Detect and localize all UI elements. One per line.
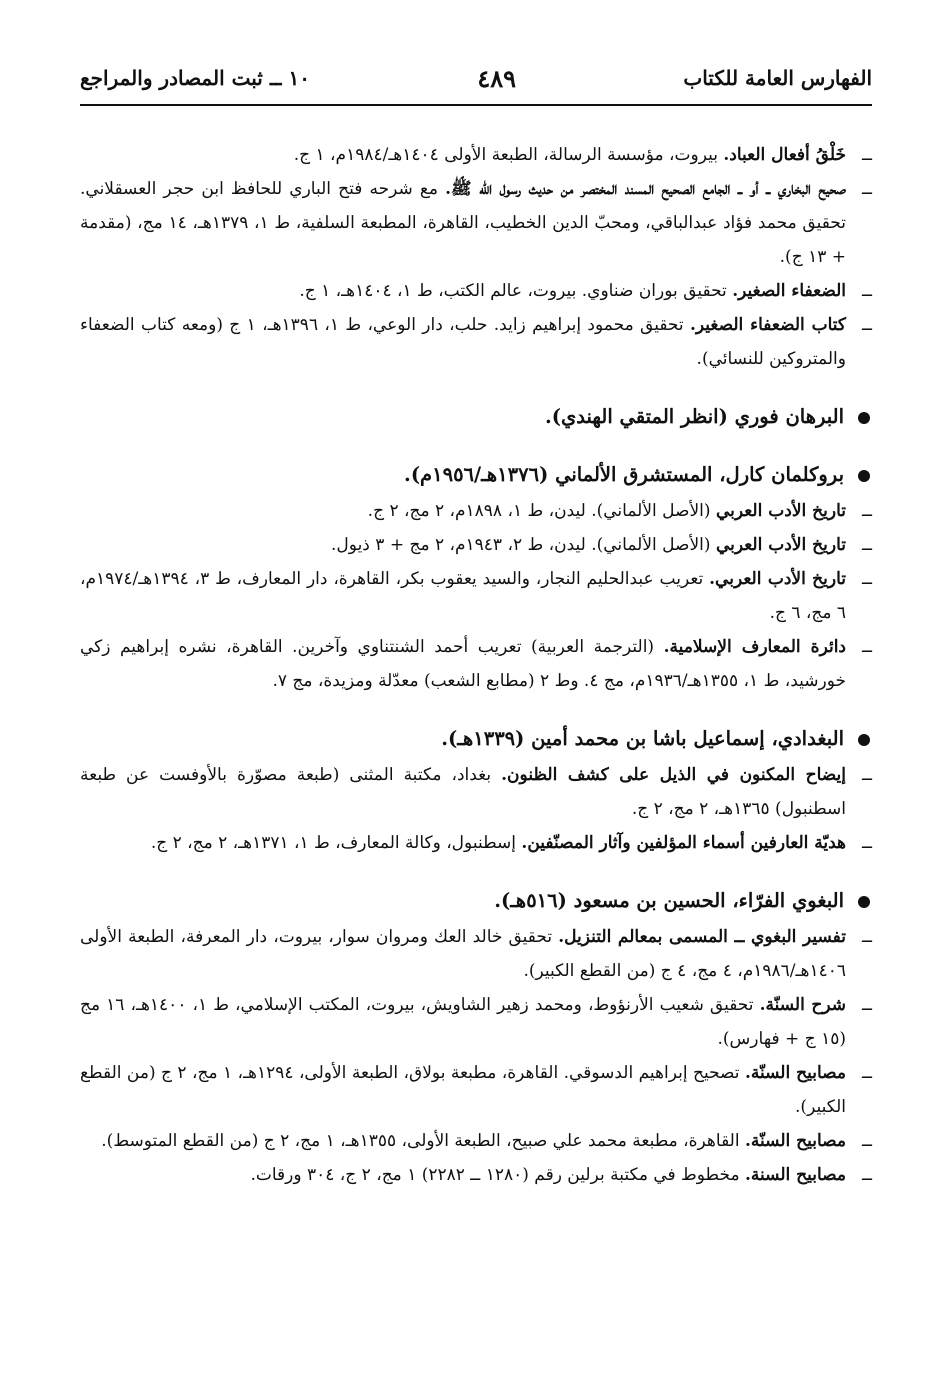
bib-entry: ــ مصابيح السنة. مخطوط في مكتبة برلين رقم (١٢٨٠ ــ ٢٢٨٢) ١ مج، ٢ ج، ٣٠٤ ورقات. [250,1165,872,1185]
author-heading: البغوي الفرّاء، الحسين بن مسعود (٥١٦هـ). [80,884,872,918]
bullet-icon [858,896,870,908]
bib-entry: ــ إيضاح المكنون في الذيل على كشف الظنون. بغداد، مكتبة المثنى (طبعة مصوّرة بالأوفست عن طبعة اسطنبول) ١٣٦٥هـ، ٢ مج، ٢ ج. [80,765,872,819]
author-heading: بروكلمان كارل، المستشرق الألماني (١٣٧٦هـ/١٩٥٦م). [80,458,872,492]
page-number: ٤٨٩ [477,63,517,93]
bib-entry: ــ دائرة المعارف الإسلامية. (الترجمة العربية) تعريب أحمد الشنتناوي وآخرين. القاهرة، نشره إبراهيم زكي خورشيد، ط ١، ١٣٥٥هـ/١٩٣٦م، مج ٤. وط ٢ (مطابع الشعب) معدّلة ومزيدة، مج ٧. [80,637,872,691]
author-heading: البغدادي، إسماعيل باشا بن محمد أمين (١٣٣٩هـ). [80,722,872,756]
bib-entry: ــ كتاب الضعفاء الصغير. تحقيق محمود إبراهيم زايد. حلب، دار الوعي، ط ١، ١٣٩٦هـ، ١ ج (ومعه كتاب الضعفاء والمتروكين للنسائي). [80,315,872,369]
bib-entry: ــ تاريخ الأدب العربي. تعريب عبدالحليم النجار، والسيد يعقوب بكر، القاهرة، دار المعارف، ط ٣، ١٣٩٤هـ/١٩٧٤م، ٦ مج، ٦ ج. [80,569,872,623]
bib-entry: ــ مصابيح السنّة. القاهرة، مطبعة محمد علي صبيح، الطبعة الأولى، ١٣٥٥هـ، ١ مج، ٢ ج (من القطع المتوسط). [101,1131,872,1151]
header-book-title: الفهارس العامة للكتاب [683,66,872,90]
page [80,0,872,1395]
bullet-icon [858,734,870,746]
running-header [80,58,872,98]
author-heading: البرهان فوري (انظر المتقي الهندي). [80,400,872,434]
bib-entry: ــ صحيح البخاري ــ أو ــ الجامع الصحيح المسند المختصر من حديث رسول الله ﷺ. مع شرحه فتح الباري للحافظ ابن حجر العسقلاني. تحقيق محمد فؤاد عبدالباقي، ومحبّ الدين الخطيب، القاهرة، المطبعة السلفية، ط ١، ١٣٧٩هـ، ١٤ مج، (مقدمة + ١٣ ج). [80,179,872,267]
bib-entry: ــ الضعفاء الصغير. تحقيق بوران ضناوي. بيروت، عالم الكتب، ط ١، ١٤٠٤هـ، ١ ج. [299,281,872,301]
bib-entry: ــ خَلْقُ أفعال العباد. بيروت، مؤسسة الرسالة، الطبعة الأولى ١٤٠٤هـ/١٩٨٤م، ١ ج. [293,145,872,165]
bullet-icon [858,470,870,482]
bib-entry: ــ شرح السنّة. تحقيق شعيب الأرنؤوط، ومحمد زهير الشاويش، بيروت، المكتب الإسلامي، ط ١، ١٤٠٠هـ، ١٦ مج (١٥ ج + فهارس). [80,995,872,1049]
bib-entry: ــ تاريخ الأدب العربي (الأصل الألماني). ليدن، ط ١، ١٨٩٨م، ٢ مج، ٢ ج. [367,501,872,521]
bib-entry: ــ تاريخ الأدب العربي (الأصل الألماني). ليدن، ط ٢، ١٩٤٣م، ٢ مج + ٣ ذيول. [331,535,872,555]
bibliography-content [80,138,872,1192]
bib-entry: ــ هديّة العارفين أسماء المؤلفين وآثار المصنّفين. إسطنبول، وكالة المعارف، ط ١، ١٣٧١هـ، ٢ مج، ٢ ج. [150,833,872,853]
header-chapter-title: ١٠ ــ ثبت المصادر والمراجع [80,66,310,90]
bullet-icon [858,412,870,424]
header-rule [80,104,872,106]
bib-entry: ــ مصابيح السنّة. تصحيح إبراهيم الدسوقي. القاهرة، مطبعة بولاق، الطبعة الأولى، ١٢٩٤هـ، ١ مج، ٢ ج (من القطع الكبير). [80,1063,872,1117]
bib-entry: ــ تفسير البغوي ــ المسمى بمعالم التنزيل. تحقيق خالد العك ومروان سوار، بيروت، دار المعرفة، الطبعة الأولى ١٤٠٦هـ/١٩٨٦م، ٤ مج، ٤ ج (من القطع الكبير). [80,927,872,981]
